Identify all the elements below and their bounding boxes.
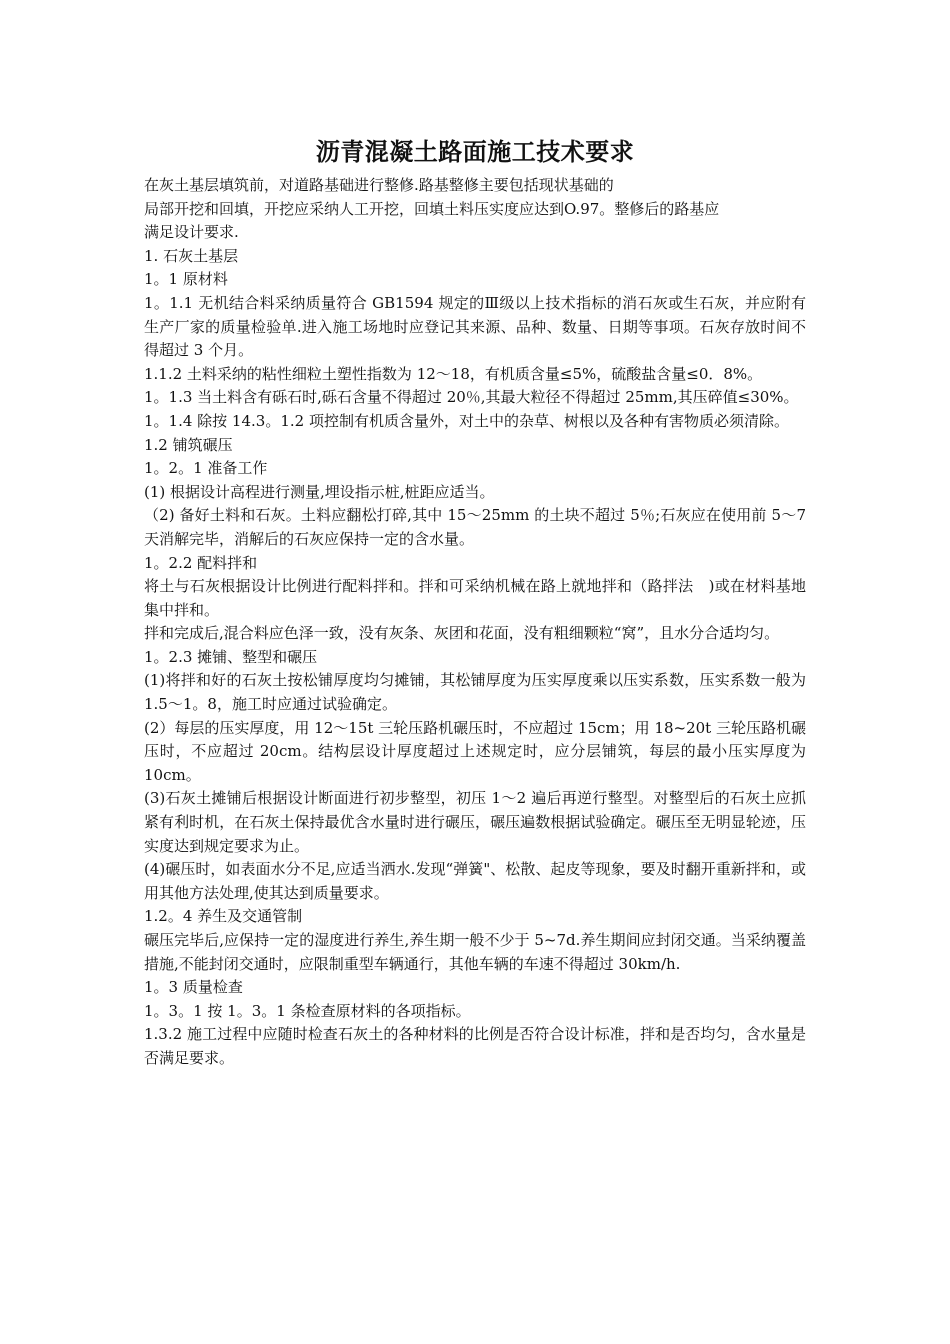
section-heading: 1。2.2 配料拌和 [144, 553, 258, 572]
section-heading: 1。2。1 准备工作 [144, 459, 268, 478]
paragraph: 碾压完毕后,应保持一定的湿度进行养生,养生期一般不少于 5~7d.养生期间应封闭交通。当采纳覆盖措施,不能封闭交通时，应限制重型车辆通行，其他车辆的车速不得超过 30km/h. [144, 931, 806, 973]
section-heading: 1. 石灰土基层 [144, 246, 239, 265]
paragraph: 1.1.2 土料采纳的粘性细粒土塑性指数为 12～18，有机质含量≤5%，硫酸盐含量≤0．8%。 [144, 364, 763, 383]
paragraph: （2) 备好土料和石灰。土料应翻松打碎,其中 15～25mm 的土块不超过 5％;石灰应在使用前 5～7 天消解完毕，消解后的石灰应保持一定的含水量。 [144, 506, 806, 548]
paragraph: 满足设计要求. [144, 223, 239, 242]
paragraph: 将土与石灰根据设计比例进行配料拌和。拌和可采纳机械在路上就地拌和（路拌法 )或在材料基地集中拌和。 [144, 577, 806, 619]
document-title: 沥青混凝土路面施工技术要求 [315, 137, 635, 166]
document-page [144, 132, 806, 1071]
paragraph: 1。1.1 无机结合料采纳质量符合 GB1594 规定的Ⅲ级以上技术指标的消石灰或生石灰，并应附有生产厂家的质量检验单.进入施工场地时应登记其来源、品种、数量、日期等事项。石灰存放时间不得超过 3 个月。 [144, 293, 806, 360]
paragraph: (1) 根据设计高程进行测量,埋设指示桩,桩距应适当。 [144, 482, 495, 501]
section-heading: 1.2。4 养生及交通管制 [144, 907, 303, 926]
paragraph: 1.3.2 施工过程中应随时检查石灰土的各种材料的比例是否符合设计标准，拌和是否均匀，含水量是否满足要求。 [144, 1025, 806, 1067]
paragraph: 1。3。1 按 1。3。1 条检查原材料的各项指标。 [144, 1001, 471, 1020]
paragraph: 1。1.4 除按 14.3。1.2 项控制有机质含量外，对土中的杂草、树根以及各种有害物质必须清除。 [144, 411, 789, 430]
paragraph: 局部开挖和回填，开挖应采纳人工开挖，回填土料压实度应达到O.97。整修后的路基应 [144, 199, 720, 218]
section-heading: 1.2 铺筑碾压 [144, 435, 233, 454]
paragraph: (1)将拌和好的石灰土按松铺厚度均匀摊铺，其松铺厚度为压实厚度乘以压实系数，压实系数一般为 1.5～1。8，施工时应通过试验确定。 [144, 671, 806, 714]
paragraph: 在灰土基层填筑前，对道路基础进行整修.路基整修主要包括现状基础的 [144, 176, 614, 194]
paragraph: 拌和完成后,混合料应色泽一致，没有灰条、灰团和花面，没有粗细颗粒“窝”，且水分合适均匀。 [144, 624, 780, 643]
paragraph: (2）每层的压实厚度，用 12～15t 三轮压路机碾压时，不应超过 15cm；用 18~20t 三轮压路机碾压时，不应超过 20cm。结构层设计厚度超过上述规定时，应分层铺筑，每层的最小压实厚度为 10cm。 [144, 718, 806, 784]
section-heading: 1。1 原材料 [144, 270, 228, 289]
paragraph: 1。1.3 当土料含有砾石时,砾石含量不得超过 20％,其最大粒径不得超过 25mm,其压碎值≤30%。 [144, 388, 799, 407]
section-heading: 1。2.3 摊铺、整型和碾压 [144, 647, 318, 666]
paragraph: (4)碾压时，如表面水分不足,应适当洒水.发现“弹簧"、松散、起皮等现象，要及时翻开重新拌和，或用其他方法处理,使其达到质量要求。 [144, 860, 806, 902]
document-body [144, 174, 806, 1071]
section-heading: 1。3 质量检查 [144, 978, 243, 997]
paragraph: (3)石灰土摊铺后根据设计断面进行初步整型，初压 1～2 遍后再逆行整型。对整型后的石灰土应抓紧有利时机，在石灰土保持最优含水量时进行碾压，碾压遍数根据试验确定。碾压至无明显轮迹，压实度达到规定要求为止。 [144, 789, 806, 855]
